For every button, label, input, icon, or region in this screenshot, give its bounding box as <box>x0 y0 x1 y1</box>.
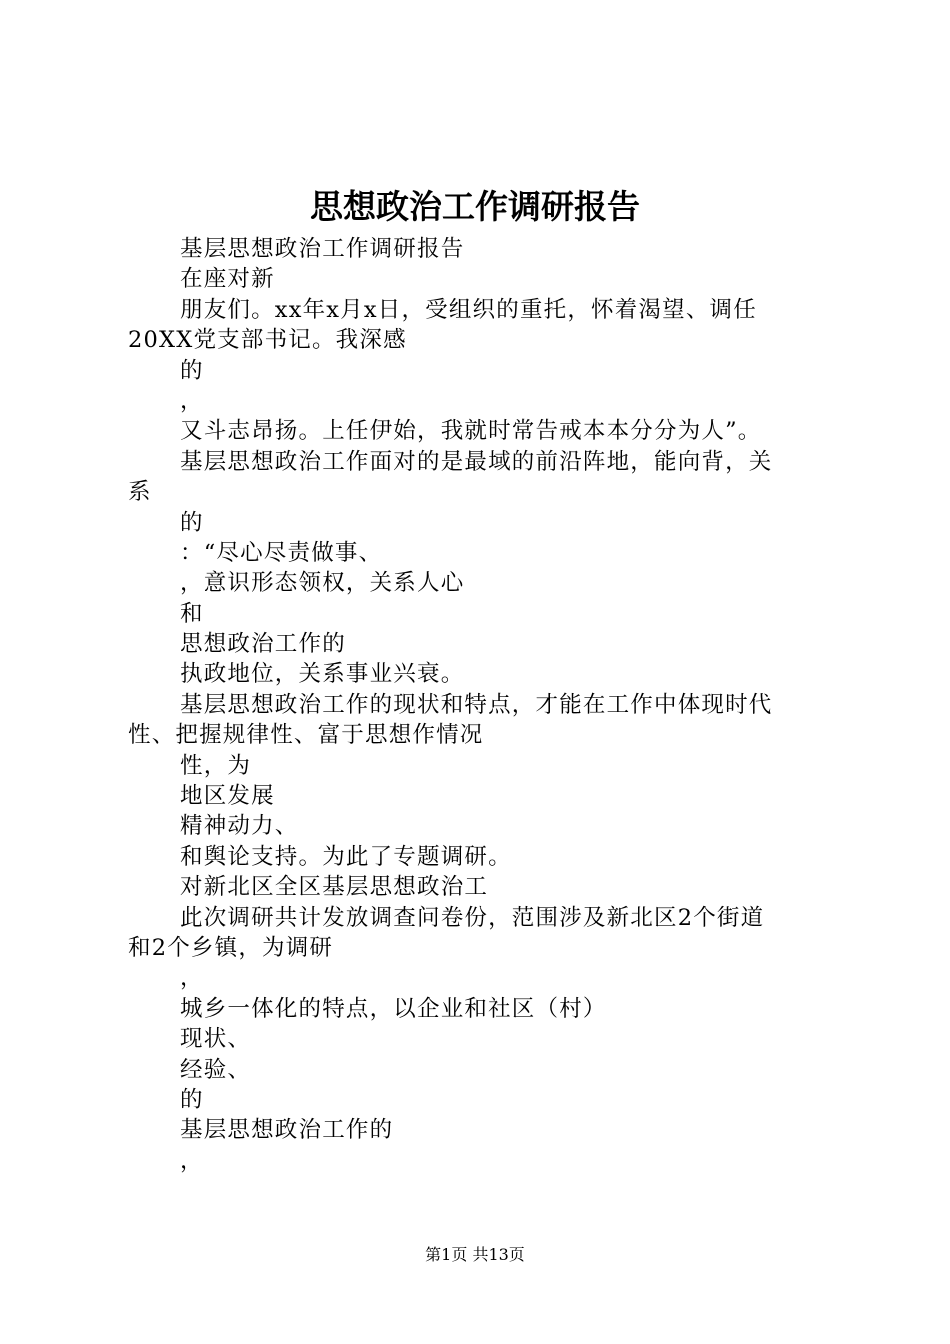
text-line: 性、把握规律性、富于思想作情况 <box>128 722 484 749</box>
text-line: 对新北区全区基层思想政治工 <box>180 874 489 901</box>
text-line: 又斗志昂扬。上任伊始，我就时常告戒本本分分为人”。 <box>180 418 762 445</box>
document-body <box>128 234 840 1176</box>
text-line: 和 <box>180 600 204 627</box>
text-line: 性，为 <box>180 752 252 779</box>
text-line: 和舆论支持。为此了专题调研。 <box>180 843 512 870</box>
text-line: 精神动力、 <box>180 813 299 840</box>
text-line: 地区发展 <box>180 783 275 810</box>
text-line: 基层思想政治工作面对的是最域的前沿阵地，能向背，关 <box>180 448 773 475</box>
text-line: 的 <box>180 509 204 536</box>
text-line: 的 <box>180 1086 204 1113</box>
text-line: 经验、 <box>180 1056 252 1083</box>
text-line: 执政地位，关系事业兴衰。 <box>180 661 465 688</box>
text-line: 朋友们。xx年x月x日，受组织的重托，怀着渴望、调任 <box>180 296 757 323</box>
text-line: 的 <box>180 357 204 384</box>
text-line: ， <box>180 965 204 992</box>
text-line: 现状、 <box>180 1026 252 1053</box>
page-title: 思想政治工作调研报告 <box>310 187 640 226</box>
text-line: 20XX党支部书记。我深感 <box>128 327 407 354</box>
text-line: ：“尽心尽责做事、 <box>180 539 383 566</box>
text-line: 基层思想政治工作调研报告 <box>180 236 465 262</box>
text-line: ， <box>180 1147 204 1174</box>
text-line: 基层思想政治工作的 <box>180 1117 394 1144</box>
text-line: 系 <box>128 479 152 506</box>
text-line: 和2个乡镇，为调研 <box>128 934 334 961</box>
page-footer: 第1页 共13页 <box>425 1245 525 1264</box>
text-line: 城乡一体化的特点，以企业和社区（村） <box>180 995 607 1022</box>
text-line: 在座对新 <box>180 266 275 293</box>
text-line: 思想政治工作的 <box>180 631 346 658</box>
text-line: 此次调研共计发放调查问卷份，范围涉及新北区2个街道 <box>180 904 765 931</box>
text-line: ， <box>180 387 204 414</box>
text-line: 基层思想政治工作的现状和特点，才能在工作中体现时代 <box>180 691 773 718</box>
text-line: ，意识形态领权，关系人心 <box>180 570 465 597</box>
